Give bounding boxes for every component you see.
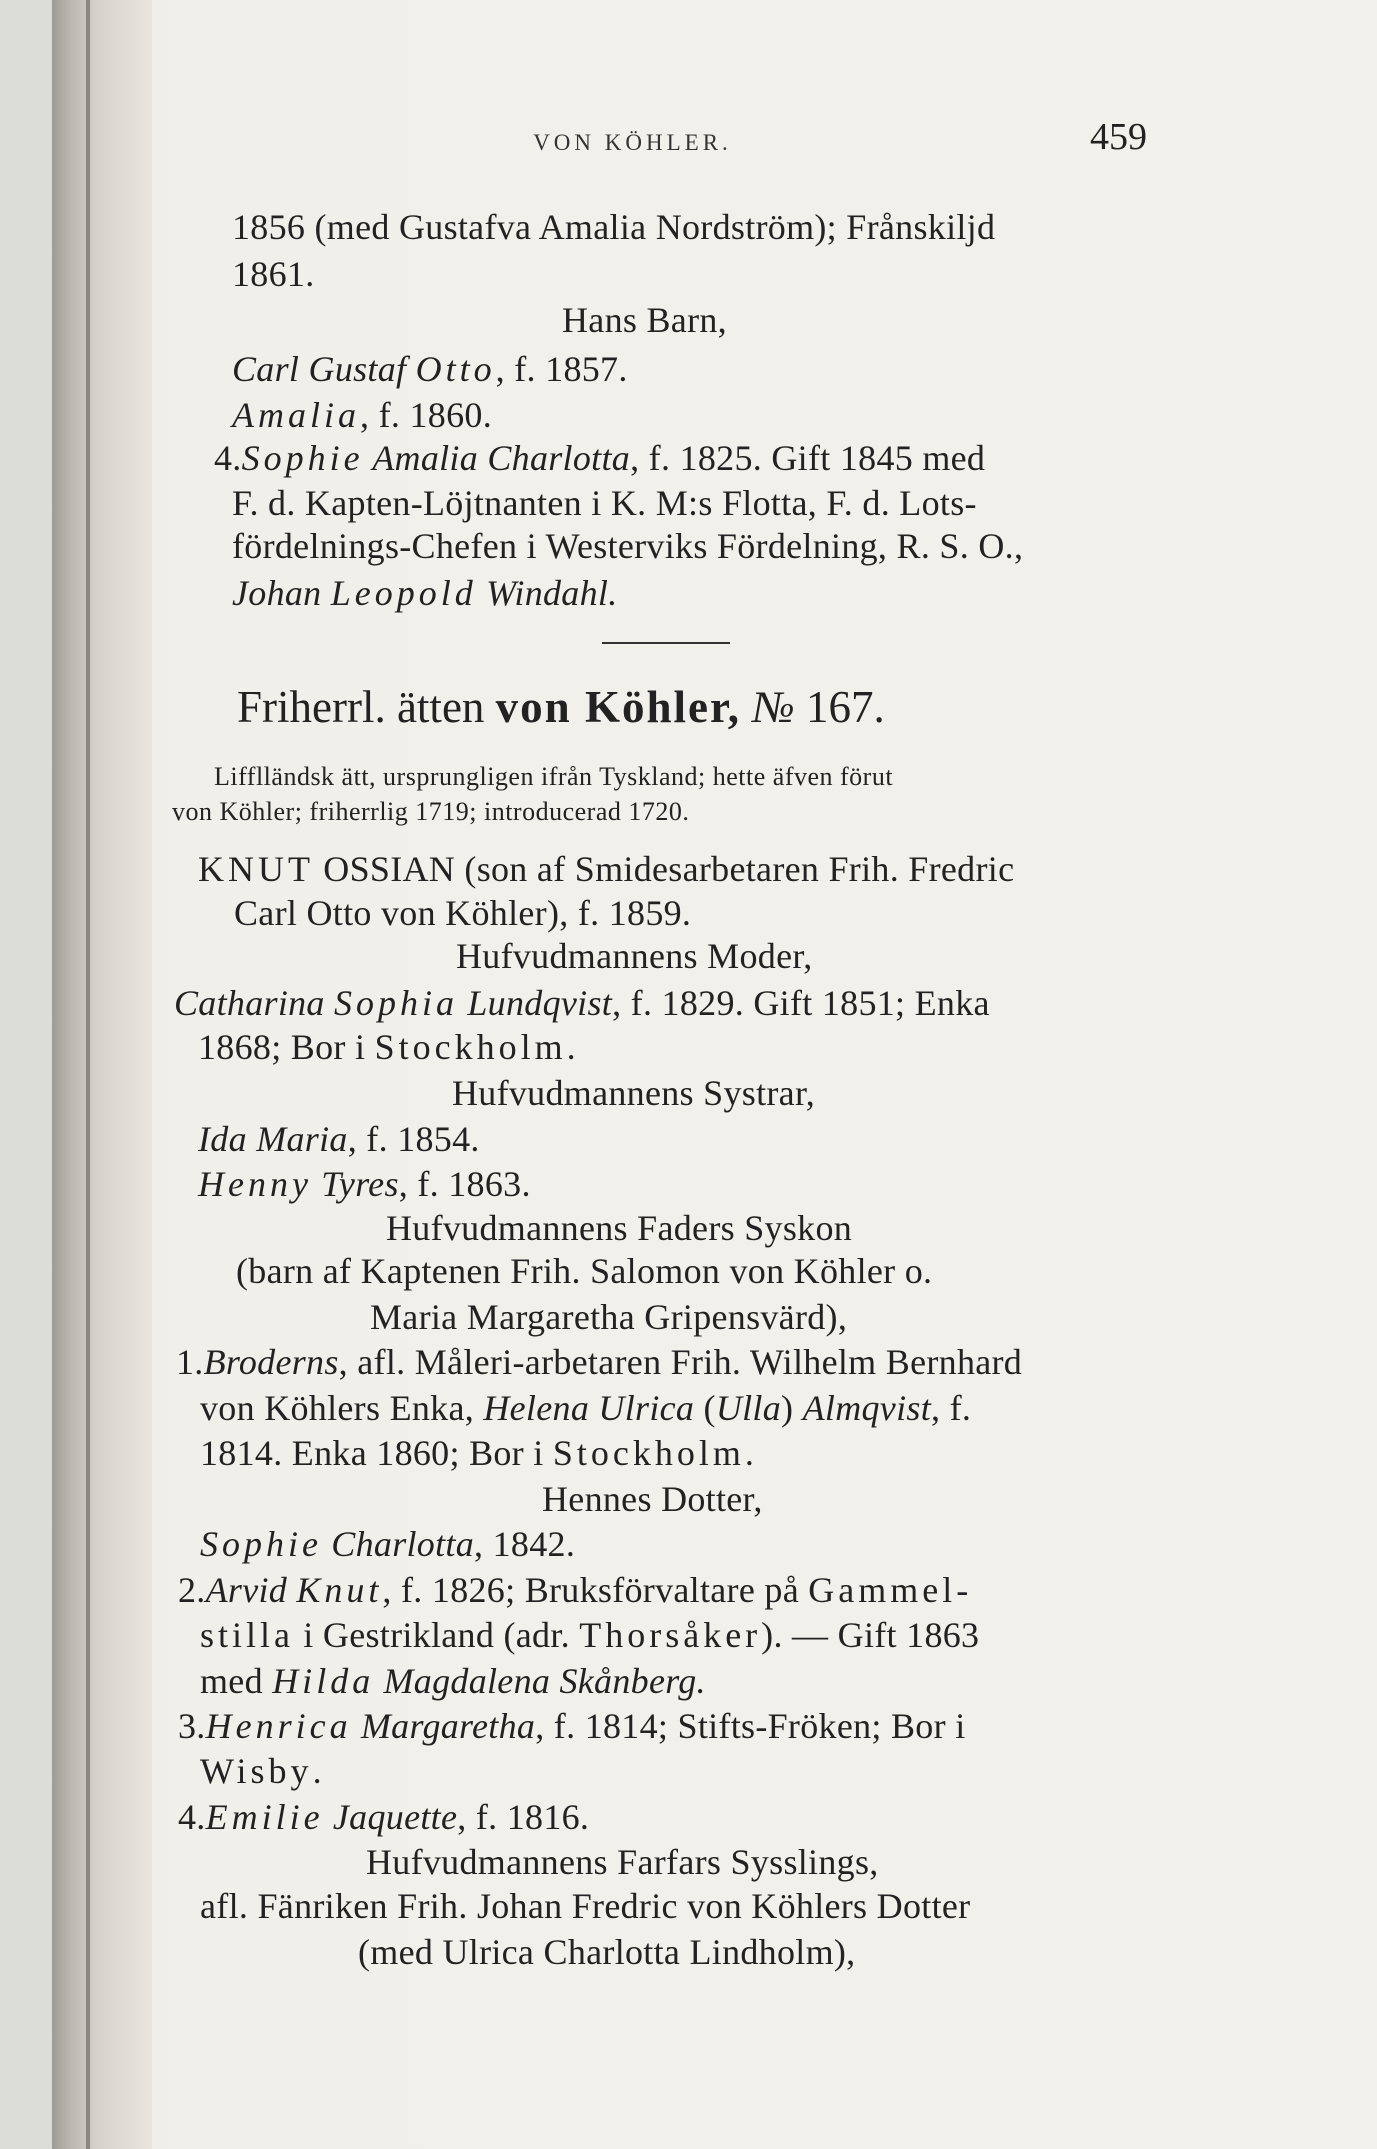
text-segment: ) [781,1388,803,1428]
text-segment: Almqvist [802,1388,931,1428]
text-segment: Amalia [232,395,360,435]
text-segment: Stockholm [552,1433,745,1473]
running-header: VON KÖHLER. [533,130,732,155]
text-segment: 4. [178,1797,206,1837]
text-line [234,891,691,935]
section-divider [602,642,730,644]
text-line [200,1749,322,1793]
text-segment: Hufvudmannens Systrar, [452,1073,816,1113]
text-segment: Henrica [205,1706,352,1746]
text-segment: med [200,1661,273,1701]
text-segment: Helena Ulrica [483,1388,695,1428]
text-segment: Catharina [174,983,335,1023]
text-segment: Amalia Charlotta [363,438,631,478]
text-segment: fördelnings-Chefen i Westerviks Fördelning, R. S. O., [232,526,1024,566]
text-segment: Windahl. [476,573,618,613]
text-segment: Arvid [205,1570,297,1610]
text-segment: Hufvudmannens Faders Syskon [386,1208,853,1248]
text-line [198,847,1014,891]
text-segment: Jaquette [323,1797,458,1837]
text-segment: Margaretha [351,1706,536,1746]
text-segment: 1861. [232,254,315,294]
text-line [232,347,628,391]
page-number: 459 [1090,116,1147,158]
text-segment: , f. 1814; Stifts-Fröken; Bor i [535,1706,966,1746]
text-segment: . [744,1433,755,1473]
text-line [232,393,492,437]
text-segment: Lundqvist [458,983,613,1023]
text-line [198,1117,480,1161]
text-segment: Broderns [203,1342,339,1382]
family-number: 167. [794,682,885,732]
text-segment: 4. [214,438,242,478]
sub-heading [452,1071,815,1115]
text-segment: , afl. Måleri-arbetaren Frih. Wilhelm Bernhard [338,1342,1023,1382]
text-line [232,205,995,249]
text-segment: i Gestrikland (adr. [294,1615,580,1655]
text-segment: , 1842. [474,1524,576,1564]
family-name: von Köhler, [495,682,742,732]
text-segment: Tyres [311,1164,399,1204]
text-segment: , f. 1863. [398,1164,531,1204]
text-segment: (barn af Kaptenen Frih. Salomon von Köhler o. [236,1251,933,1291]
text-segment: 3. [178,1706,206,1746]
text-line [232,252,315,296]
text-segment: (med Ulrica Charlotta Lindholm), [358,1932,856,1972]
text-line [200,1613,979,1657]
number-sign: № [752,682,795,732]
text-segment: 1868; Bor i [198,1027,375,1067]
text-segment: ). — Gift 1863 [761,1615,980,1655]
text-segment: F. d. Kapten-Löjtnanten i K. M:s Flotta, F. d. Lots- [232,483,977,523]
sub-heading [366,1840,879,1884]
text-line [358,1930,855,1974]
text-line [200,1522,575,1566]
text-line [236,1249,932,1293]
text-segment: , f. 1854. [347,1119,480,1159]
text-segment: OSSIAN (son af Smidesarbetaren Frih. Fredric [313,849,1015,889]
text-segment: Knut [296,1570,383,1610]
sub-heading [456,934,813,978]
text-segment: 1856 (med Gustafva Amalia Nordström); Frånskiljd [232,207,996,247]
text-line [174,981,990,1025]
section-prefix: Friherrl. ätten [237,682,496,732]
text-segment: Hennes Dotter, [542,1479,763,1519]
text-segment: Hufvudmannens Farfars Sysslings, [366,1842,879,1882]
text-segment: Gammel- [808,1570,973,1610]
gutter-edge [86,0,90,2149]
text-line [200,1659,706,1703]
text-segment: Carl Gustaf [232,349,416,389]
text-line [200,1386,971,1430]
text-segment: 1814. Enka 1860; Bor i [200,1433,553,1473]
sub-heading [562,298,727,342]
text-segment: afl. Fänriken Frih. Johan Fredric von Köhlers Dotter [200,1886,971,1926]
text-segment: Magdalena Skånberg. [374,1661,706,1701]
text-segment: ( [694,1388,716,1428]
text-line [200,1431,754,1475]
text-line [198,1162,531,1206]
text-line [176,1340,1022,1384]
text-segment: Sophie [200,1524,322,1564]
text-segment: Sophie [241,438,364,478]
sub-heading [542,1477,763,1521]
text-line [200,1884,970,1928]
text-segment: Charlotta [321,1524,475,1564]
text-segment: Carl Otto von Köhler), f. 1859. [234,893,692,933]
text-segment: , f. 1816. [457,1797,590,1837]
text-segment: . [566,1027,576,1067]
text-segment: Hans Barn, [562,300,727,340]
book-gutter [52,0,152,2149]
text-line [172,795,689,829]
text-segment: Henny [198,1164,312,1204]
text-segment: stilla [200,1615,294,1655]
text-line [232,524,1023,568]
text-line [214,436,985,480]
text-line [214,760,893,794]
text-segment: Hufvudmannens Moder, [456,936,813,976]
text-line [370,1295,847,1339]
text-segment: Ulla [715,1388,782,1428]
text-segment: Emilie [205,1797,324,1837]
text-segment: , f. 1857. [495,349,628,389]
text-segment: Hilda [272,1661,375,1701]
text-segment: Otto [415,349,496,389]
text-segment: 1. [176,1342,204,1382]
text-line [232,481,977,525]
section-heading [237,680,885,734]
text-segment: Lifflländsk ätt, ursprungligen ifrån Tyskland; hette äfven förut [214,762,894,791]
text-segment: von Köhler; friherrlig 1719; introducerad 1720. [172,797,690,826]
text-segment: Ida Maria [198,1119,348,1159]
text-segment: KNUT [198,849,314,889]
text-line [178,1704,966,1748]
text-segment: 2. [178,1570,206,1610]
text-segment: , f. 1829. Gift 1851; Enka [612,983,990,1023]
text-segment: Thorsåker [579,1615,762,1655]
text-line [178,1795,589,1839]
text-segment: Stockholm [374,1027,567,1067]
text-segment: Johan [232,573,331,613]
text-line [198,1025,576,1069]
text-segment: Sophia [334,983,459,1023]
text-segment: . [312,1751,322,1791]
text-segment: , f. 1825. Gift 1845 med [630,438,986,478]
text-segment: , f. 1860. [360,395,492,435]
text-line [178,1568,972,1612]
text-segment: von Köhlers Enka, [200,1388,484,1428]
text-segment: Wisby [200,1751,313,1791]
text-segment: Leopold [330,573,477,613]
text-segment: , f. [931,1388,972,1428]
text-segment: , f. 1826; Bruksförvaltare på [382,1570,809,1610]
text-line [232,571,618,615]
text-segment: Maria Margaretha Gripensvärd), [370,1297,848,1337]
sub-heading [386,1206,852,1250]
